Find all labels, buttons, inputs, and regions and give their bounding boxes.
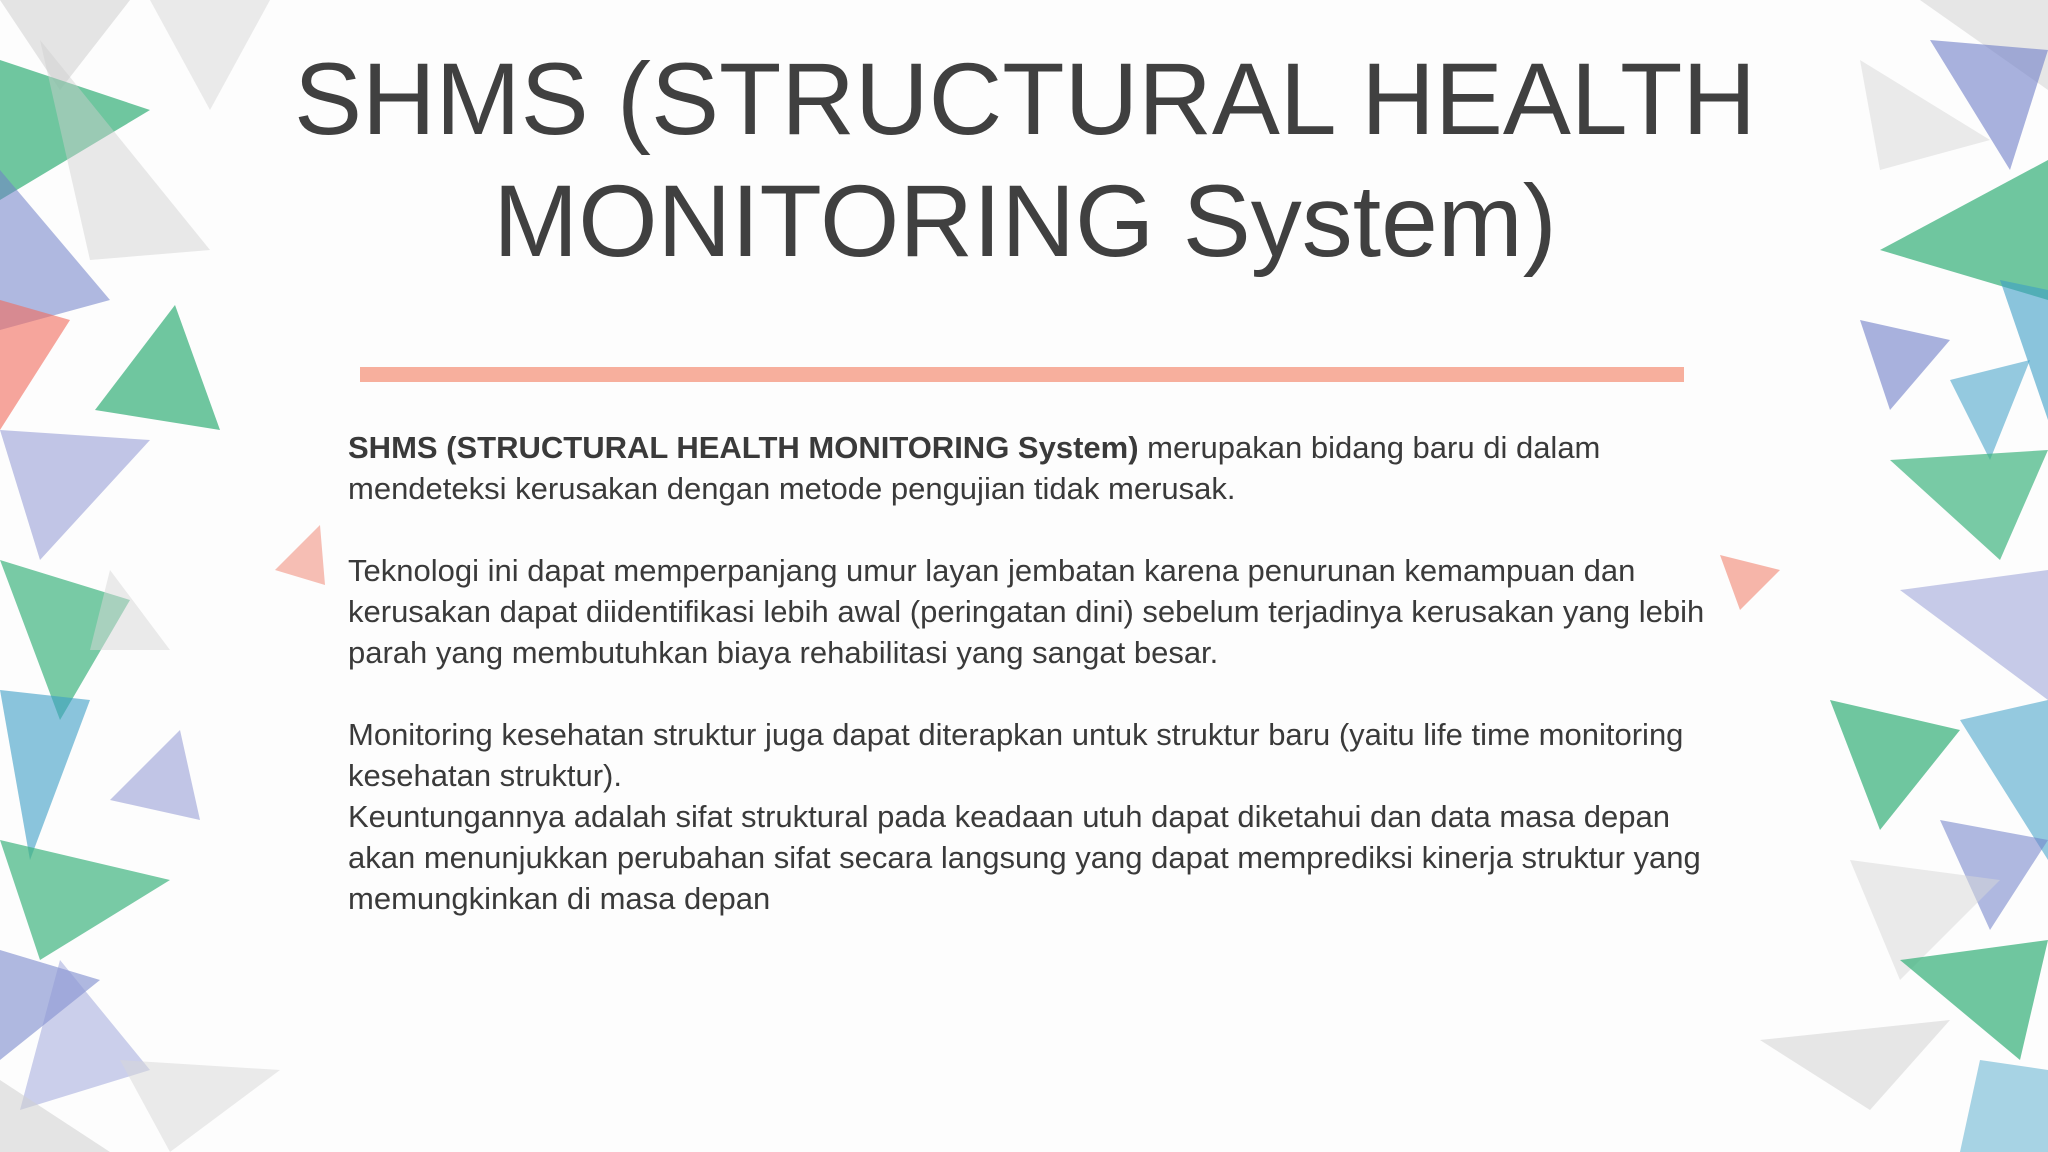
- slide-title: SHMS (STRUCTURAL HEALTH MONITORING System): [293, 42, 1757, 278]
- paragraph-technology: Teknologi ini dapat memperpanjang umur layan jembatan karena penurunan kemampuan dan kerusakan dapat diidentifikasi lebih awal (peringatan dini) sebelum terjadinya kerusakan yang lebih parah yang membutuhkan biaya rehabilitasi yang sangat besar.: [348, 553, 1705, 670]
- slide-body: [348, 427, 1708, 919]
- paragraph-gap: [348, 673, 1708, 714]
- paragraph-gap: [348, 509, 1708, 550]
- paragraph-benefits: Keuntungannya adalah sifat struktural pada keadaan utuh dapat diketahui dan data masa depan akan menunjukkan perubahan sifat secara langsung yang dapat memprediksi kinerja struktur yang memungkinkan di masa depan: [348, 799, 1701, 916]
- title-divider: [360, 367, 1684, 382]
- paragraph-monitoring: Monitoring kesehatan struktur juga dapat diterapkan untuk struktur baru (yaitu life time monitoring kesehatan struktur).: [348, 717, 1684, 793]
- paragraph-intro: [348, 427, 1708, 509]
- paragraph-intro-bold: SHMS (STRUCTURAL HEALTH MONITORING System): [348, 430, 1139, 465]
- paragraph-intro-text: merupakan bidang baru di dalam mendeteksi kerusakan dengan metode pengujian tidak merusak.: [348, 430, 1601, 506]
